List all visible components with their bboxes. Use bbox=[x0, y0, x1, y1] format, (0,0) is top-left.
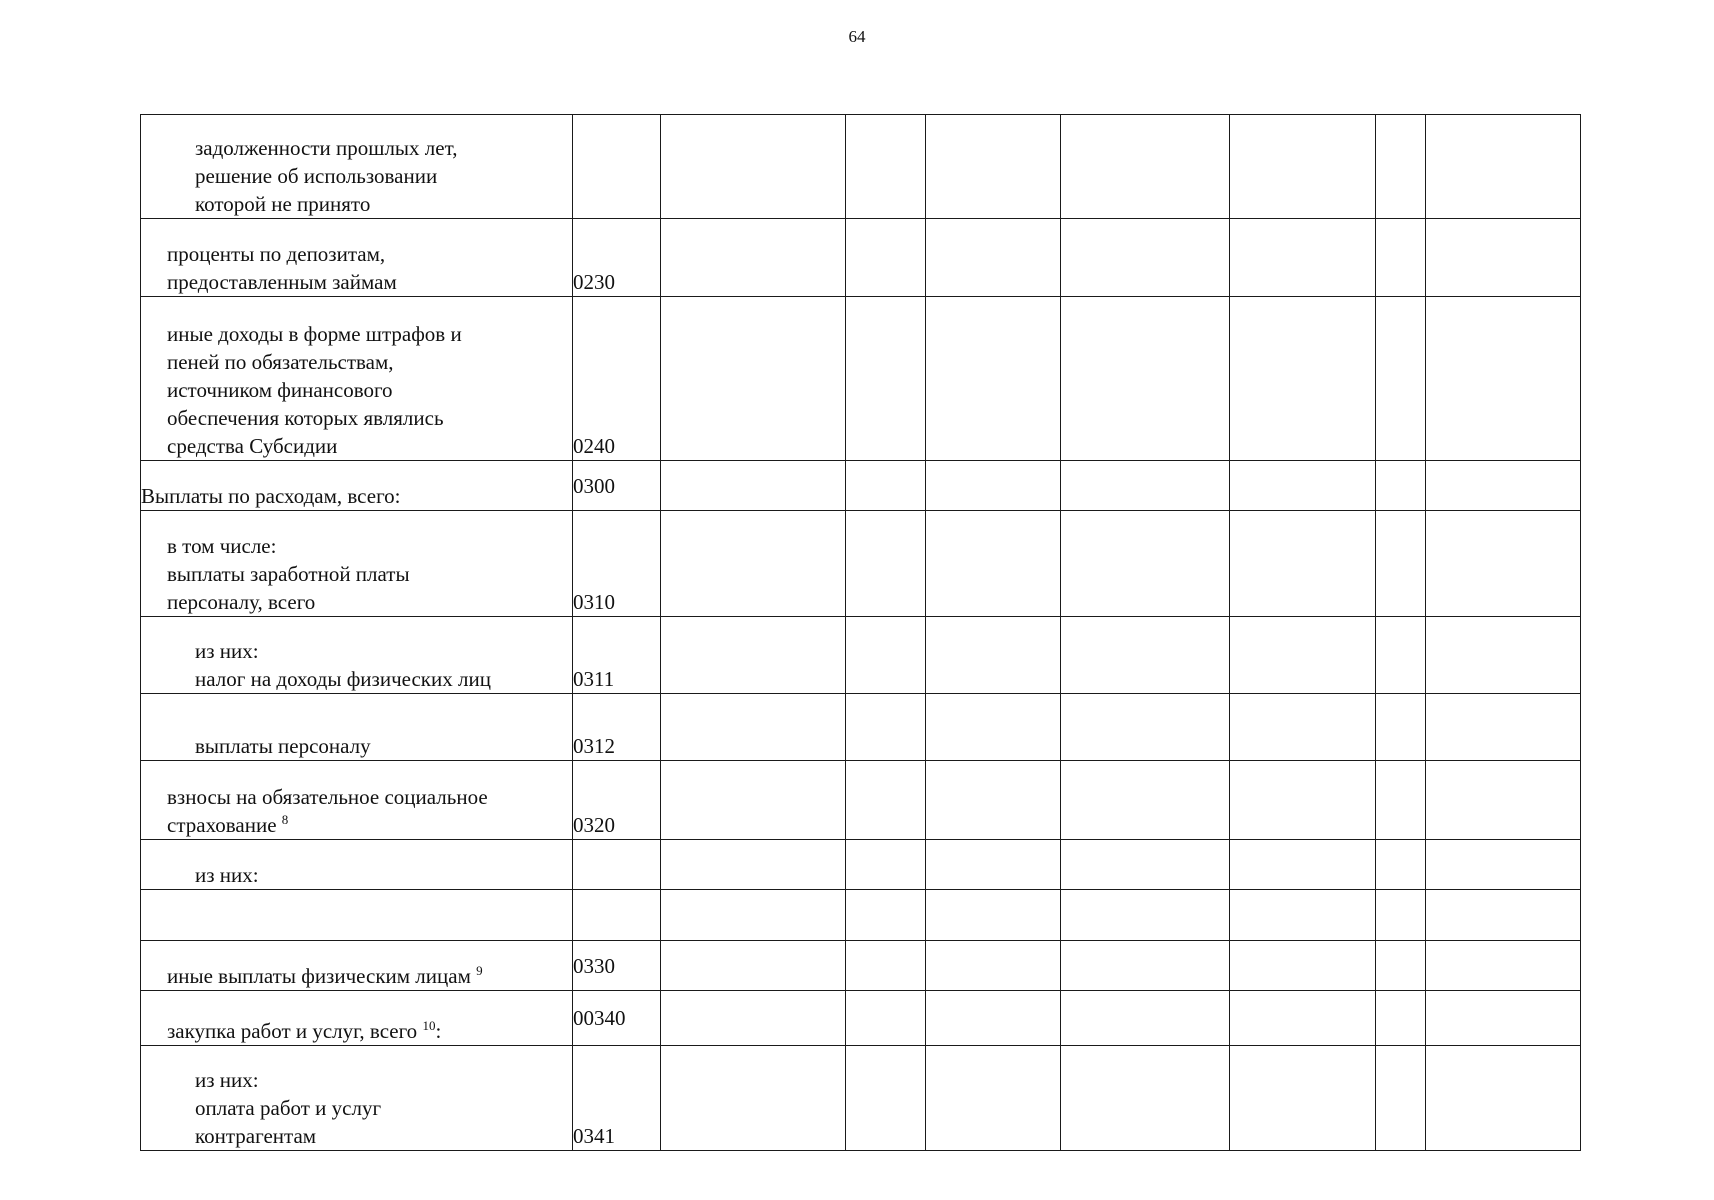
value-cell bbox=[846, 617, 926, 694]
row-label-cell bbox=[141, 890, 573, 941]
value-cell bbox=[1061, 1046, 1230, 1151]
value-cell bbox=[1426, 694, 1581, 761]
value-cell bbox=[1230, 941, 1376, 991]
value-cell bbox=[1061, 840, 1230, 890]
value-cell bbox=[1061, 941, 1230, 991]
value-cell bbox=[661, 941, 846, 991]
row-label-cell bbox=[141, 840, 573, 890]
value-cell bbox=[926, 617, 1061, 694]
row-label-cell bbox=[141, 1046, 573, 1151]
row-label: в том числе: выплаты заработной платы персоналу, всего bbox=[167, 534, 410, 614]
row-label: Выплаты по расходам, всего: bbox=[141, 484, 401, 508]
table-row bbox=[141, 1046, 1581, 1151]
value-cell bbox=[661, 991, 846, 1046]
row-label: выплаты персоналу bbox=[195, 734, 371, 758]
table-row bbox=[141, 297, 1581, 461]
row-code bbox=[573, 115, 661, 219]
table-row bbox=[141, 991, 1581, 1046]
value-cell bbox=[846, 461, 926, 511]
value-cell bbox=[1230, 840, 1376, 890]
table-row bbox=[141, 219, 1581, 297]
row-label-cell bbox=[141, 941, 573, 991]
value-cell bbox=[846, 991, 926, 1046]
row-label: закупка работ и услуг, всего bbox=[167, 1019, 418, 1043]
row-code: 0341 bbox=[573, 1046, 661, 1151]
value-cell bbox=[661, 511, 846, 617]
row-code: 0230 bbox=[573, 219, 661, 297]
value-cell bbox=[1426, 1046, 1581, 1151]
value-cell bbox=[1426, 461, 1581, 511]
value-cell bbox=[926, 941, 1061, 991]
row-label-cell bbox=[141, 219, 573, 297]
row-code: 0310 bbox=[573, 511, 661, 617]
value-cell bbox=[1230, 219, 1376, 297]
table-row bbox=[141, 115, 1581, 219]
value-cell bbox=[926, 511, 1061, 617]
value-cell bbox=[661, 219, 846, 297]
value-cell bbox=[1376, 941, 1426, 991]
value-cell bbox=[1426, 991, 1581, 1046]
value-cell bbox=[1061, 890, 1230, 941]
value-cell bbox=[1376, 840, 1426, 890]
value-cell bbox=[846, 761, 926, 840]
value-cell bbox=[846, 890, 926, 941]
value-cell bbox=[1426, 890, 1581, 941]
value-cell bbox=[661, 617, 846, 694]
row-label: иные выплаты физическим лицам bbox=[167, 964, 471, 988]
row-label-cell bbox=[141, 694, 573, 761]
value-cell bbox=[1230, 617, 1376, 694]
value-cell bbox=[926, 297, 1061, 461]
value-cell bbox=[846, 941, 926, 991]
value-cell bbox=[661, 694, 846, 761]
value-cell bbox=[661, 890, 846, 941]
value-cell bbox=[1426, 219, 1581, 297]
value-cell bbox=[1376, 694, 1426, 761]
value-cell bbox=[1376, 115, 1426, 219]
row-code bbox=[573, 890, 661, 941]
row-label-cell bbox=[141, 617, 573, 694]
table-row bbox=[141, 511, 1581, 617]
value-cell bbox=[846, 115, 926, 219]
row-label-cell bbox=[141, 761, 573, 840]
footnote-marker: 10 bbox=[422, 1018, 436, 1033]
value-cell bbox=[1061, 617, 1230, 694]
value-cell bbox=[926, 219, 1061, 297]
footnote-marker: 9 bbox=[476, 963, 483, 978]
value-cell bbox=[846, 840, 926, 890]
row-label: взносы на обязательное социальное страхование bbox=[167, 785, 488, 837]
row-code: 0320 bbox=[573, 761, 661, 840]
value-cell bbox=[926, 890, 1061, 941]
value-cell bbox=[1230, 694, 1376, 761]
row-label: из них: bbox=[195, 863, 259, 887]
value-cell bbox=[926, 461, 1061, 511]
value-cell bbox=[661, 297, 846, 461]
value-cell bbox=[1230, 890, 1376, 941]
value-cell bbox=[661, 461, 846, 511]
value-cell bbox=[1061, 694, 1230, 761]
report-table bbox=[140, 114, 1581, 1151]
value-cell bbox=[1061, 761, 1230, 840]
table-row bbox=[141, 890, 1581, 941]
value-cell bbox=[1376, 617, 1426, 694]
value-cell bbox=[1376, 219, 1426, 297]
row-label: иные доходы в форме штрафов и пеней по обязательствам, источником финансового обеспечения которых являлись средства Субсидии bbox=[167, 322, 462, 458]
row-label: проценты по депозитам, предоставленным займам bbox=[167, 242, 397, 294]
value-cell bbox=[1376, 1046, 1426, 1151]
value-cell bbox=[661, 840, 846, 890]
value-cell bbox=[926, 840, 1061, 890]
table-row bbox=[141, 461, 1581, 511]
value-cell bbox=[926, 761, 1061, 840]
value-cell bbox=[1426, 617, 1581, 694]
value-cell bbox=[1376, 991, 1426, 1046]
value-cell bbox=[1376, 511, 1426, 617]
value-cell bbox=[1061, 511, 1230, 617]
value-cell bbox=[1061, 991, 1230, 1046]
row-label-cell bbox=[141, 991, 573, 1046]
value-cell bbox=[846, 694, 926, 761]
footnote-marker: 8 bbox=[281, 812, 289, 827]
table-row bbox=[141, 694, 1581, 761]
row-code: 00340 bbox=[573, 991, 661, 1046]
value-cell bbox=[1230, 511, 1376, 617]
value-cell bbox=[1230, 991, 1376, 1046]
table-row bbox=[141, 761, 1581, 840]
value-cell bbox=[846, 219, 926, 297]
row-label: из них: налог на доходы физических лиц bbox=[195, 639, 491, 691]
value-cell bbox=[926, 694, 1061, 761]
value-cell bbox=[1376, 890, 1426, 941]
value-cell bbox=[1426, 115, 1581, 219]
value-cell bbox=[1061, 297, 1230, 461]
value-cell bbox=[846, 1046, 926, 1151]
value-cell bbox=[1426, 297, 1581, 461]
value-cell bbox=[661, 761, 846, 840]
value-cell bbox=[1376, 761, 1426, 840]
row-code: 0311 bbox=[573, 617, 661, 694]
value-cell bbox=[1376, 297, 1426, 461]
value-cell bbox=[1230, 1046, 1376, 1151]
value-cell bbox=[1426, 761, 1581, 840]
value-cell bbox=[1426, 941, 1581, 991]
table-row bbox=[141, 941, 1581, 991]
row-code: 0330 bbox=[573, 941, 661, 991]
page-number: 64 bbox=[848, 27, 866, 46]
table-row bbox=[141, 617, 1581, 694]
value-cell bbox=[926, 1046, 1061, 1151]
row-code: 0312 bbox=[573, 694, 661, 761]
value-cell bbox=[1376, 461, 1426, 511]
value-cell bbox=[1426, 511, 1581, 617]
value-cell bbox=[926, 991, 1061, 1046]
value-cell bbox=[1061, 219, 1230, 297]
value-cell bbox=[1061, 461, 1230, 511]
value-cell bbox=[846, 511, 926, 617]
row-label: задолженности прошлых лет, решение об использовании которой не принято bbox=[195, 136, 458, 216]
value-cell bbox=[1426, 840, 1581, 890]
value-cell bbox=[1230, 297, 1376, 461]
row-code bbox=[573, 840, 661, 890]
table-body bbox=[141, 115, 1581, 1151]
row-label-cell bbox=[141, 511, 573, 617]
value-cell bbox=[926, 115, 1061, 219]
row-label: из них: оплата работ и услуг контрагентам bbox=[195, 1068, 382, 1148]
row-code: 0240 bbox=[573, 297, 661, 461]
value-cell bbox=[1230, 761, 1376, 840]
value-cell bbox=[846, 297, 926, 461]
row-code: 0300 bbox=[573, 461, 661, 511]
label-suffix: : bbox=[435, 1019, 442, 1043]
value-cell bbox=[661, 1046, 846, 1151]
value-cell bbox=[1230, 461, 1376, 511]
row-label-cell bbox=[141, 461, 573, 511]
value-cell bbox=[661, 115, 846, 219]
table-row bbox=[141, 840, 1581, 890]
row-label-cell bbox=[141, 115, 573, 219]
row-label-cell bbox=[141, 297, 573, 461]
value-cell bbox=[1061, 115, 1230, 219]
value-cell bbox=[1230, 115, 1376, 219]
